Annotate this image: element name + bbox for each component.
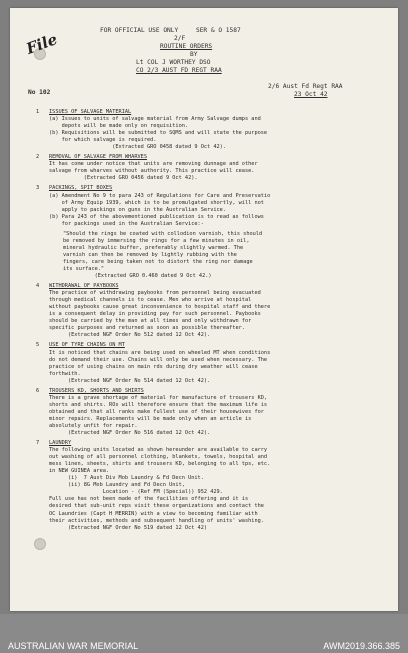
section-number: 2 [36,154,40,161]
text-line: its surface." [63,265,105,272]
footer-institution: AUSTRALIAN WAR MEMORIAL [8,641,139,651]
text-line: Location - (Ref FM (Special)) 952 429. [49,489,223,496]
order-section [36,342,374,384]
order-number: No 102 [28,89,51,96]
text-line: It is noticed that chains are being used on wheeled MT when conditions [49,349,271,356]
text-line: obtained and that all ranks make fullest use of their housewives for [49,408,264,415]
text-line: (ii) 8G Mob Laundry and Fd Decn Unit, [49,482,185,489]
text-line: OC Laundries (Capt H MERRIN) with a view to becoming familiar with [49,510,258,517]
text-line: (a) Issues to units of salvage material from Army Salvage dumps and [49,116,261,123]
text-line: (b) Requisitions will be submitted to SQMS and will state the purpose [49,130,268,137]
text-line: practice of using chains on main rds during dry weather will cease [49,363,258,370]
section-text [49,342,374,384]
text-line: (Extracted GRO 0456 dated 9 Oct 42). [49,175,198,182]
section-text [49,388,374,437]
text-line: mineral hydraulic buffer, preferably slightly warmed. The [63,244,244,251]
section-heading: REMOVAL OF SALVAGE FROM WHARVES [49,154,147,161]
order-section [36,388,374,437]
section-text [49,283,374,339]
section-heading: ISSUES OF SALVAGE MATERIAL [49,109,132,115]
text-line: (a) Amendment No 9 to para 243 of Regulations for Care and Preservatio [49,192,271,199]
document-title: ROUTINE ORDERS [160,43,213,50]
text-line: out washing of all personnel clothing, blankets, towels, hospital and [49,454,268,461]
text-line: through medical channels is to cease. Men who arrive at hospital [49,297,252,304]
text-line: without paybooks cause great inconvenience to hospital staff and there [49,304,271,311]
text-line: (Extracted GRO 0458 dated 9 Oct 42). [49,144,227,151]
classification: FOR OFFICIAL USE ONLY [100,27,179,34]
header-line-2: 2/F [174,35,186,42]
order-section [36,231,374,280]
order-section [36,185,374,227]
text-line: shorts and shirts. ROs will therefore ensure that the maximum life is [49,401,268,408]
text-line: (b) Para 243 of the abovementioned publication is to read as follows [49,213,264,220]
order-date: 23 Oct 42 [294,91,328,98]
order-section [36,109,374,151]
by-line: BY [190,51,198,58]
punch-hole [34,538,46,550]
classification-line [100,27,241,34]
text-line: fingers, care being taken not to distort the ring nor damage [63,258,253,265]
unit-name: CO 2/3 AUST FD REGT RAA [136,67,222,74]
text-line: The practice of withdrawing paybooks from personnel being evacuated [49,290,261,297]
text-line: minor repairs. Replacements will be made only when an article is [49,415,252,422]
text-line: varnish can then be removed by lightly rubbing with the [63,251,237,258]
unit-stamp: 2/6 Aust Fd Regt RAA [268,83,343,90]
text-line: of Army Equip 1939, which is to be promulgated shortly, will not [49,199,264,206]
text-line: forthwith. [49,370,81,377]
section-heading: LAUNDRY [49,440,72,447]
commander: Lt COL J WORTHEY DSO [136,59,211,66]
text-line: (Extracted NGF Order No 516 dated 12 Oct 42). [49,430,211,437]
text-line: salvage from wharves without authority. This practice will cease. [49,168,255,175]
section-heading: TROUSERS KD, SHORTS AND SHIRTS [49,387,144,394]
orders-body [36,109,374,535]
section-number: 3 [36,185,40,192]
text-line: Full use has not been made of the facilities offering and it is [49,496,249,503]
text-line: (Extracted GRO 0.460 dated 9 Oct 42.) [63,273,212,280]
section-heading: PACKINGS, SPIT BOXES [49,185,113,192]
section-number: 5 [36,342,40,349]
text-line: should be carried by the man at all times and only withdrawn for [49,318,252,325]
section-text [49,185,374,227]
text-line: for packings used in the Australian Service:- [49,220,204,227]
text-line: specific purposes and returned as soon as possible thereafter. [49,325,245,332]
text-line: (Extracted NGF Order No 512 dated 12 Oct 42). [49,332,211,339]
text-line: is a consequent delay in providing pay for such personnel. Paybooks [49,311,261,318]
reference-number: SER & O 1587 [195,27,241,34]
text-line: mess linen, sheets, shirts and trousers KD, belonging to all tps, etc. [49,461,271,468]
section-number: 1 [36,109,40,115]
section-number: 4 [36,283,40,290]
section-number: 6 [36,387,40,394]
text-line: their activities, methods and subsequent handling of units' washing. [49,517,264,524]
section-text [49,231,374,280]
order-section [36,154,374,182]
text-line: (Extracted NGF Order No 519 dated 12 Oct 42) [49,524,208,531]
text-line: desired that sub-unit reps visit these organizations and contact the [49,503,264,510]
section-text [49,440,374,532]
handwritten-annotation: File [23,30,60,58]
text-line: for which salvage is required. [49,137,157,144]
text-line: apply to packings on guns in the Australian Service. [49,206,227,213]
section-number: 7 [36,440,40,447]
section-text [49,109,374,151]
order-section [36,283,374,339]
text-line: in NEW GUINEA area. [49,468,110,475]
text-line: be removed by immersing the rings for a few minutes in oil, [63,237,250,244]
text-line: (Extracted NGF Order No 514 dated 12 Oct 42). [49,377,211,384]
document-page [10,8,398,611]
text-line: depots will be made only on requisition. [49,123,189,130]
text-line: do not demand their use. Chains will only be used when necessary. The [49,356,268,363]
section-heading: USE OF TYRE CHAINS ON MT [49,342,125,349]
text-line: The following units located as shown hereunder are available to carry [49,447,268,454]
section-number [36,231,49,280]
text-line: absolutely unfit for repair. [49,422,138,429]
footer-accession-number: AWM2019.366.385 [323,641,400,651]
text-line: "Should the rings be coated with collodion varnish, this should [63,230,263,237]
section-text [49,154,374,182]
text-line: It has come under notice that units are removing dunnage and other [49,161,258,168]
text-line: (i) 7 Aust Div Mob Laundry & Fd Decn Unit. [49,475,204,482]
order-section [36,440,374,532]
text-line: There is a grave shortage of material for manufacture of trousers KD, [49,394,268,401]
section-heading: WITHDRAWAL OF PAYBOOKS [49,283,119,290]
